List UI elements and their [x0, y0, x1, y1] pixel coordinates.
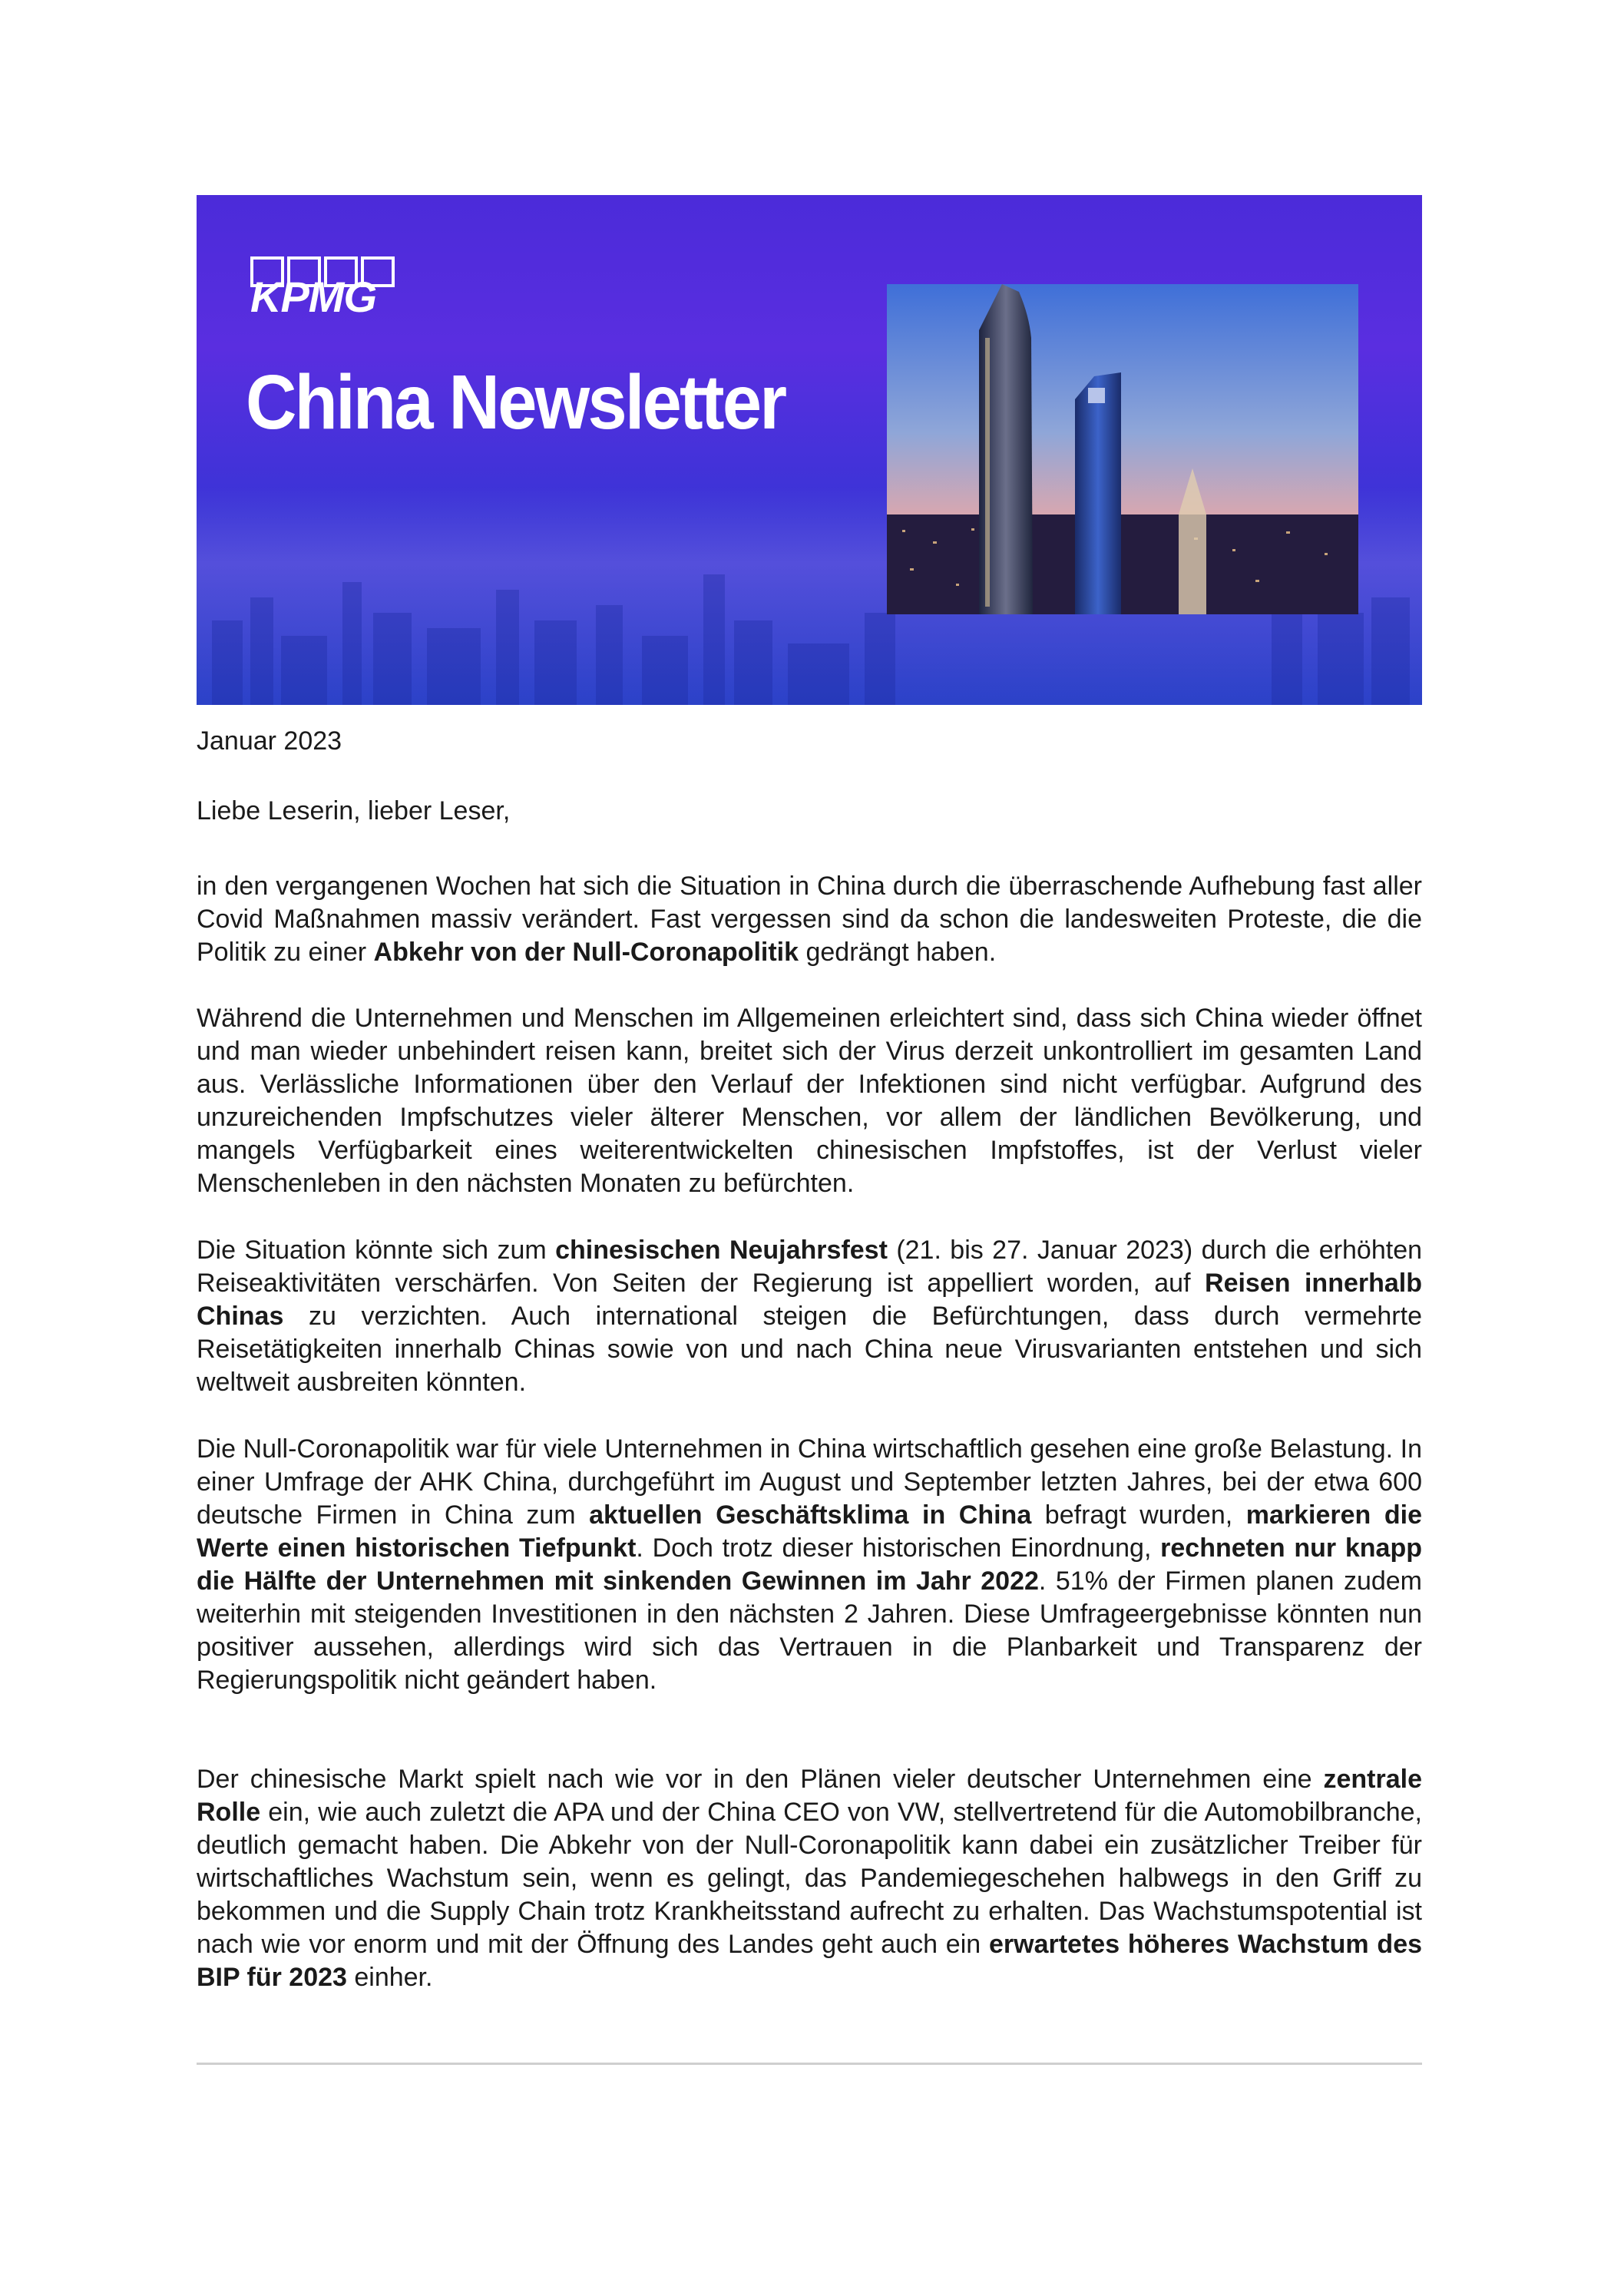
bold-text: Reisen innerhalb Chinas — [197, 1269, 1422, 1331]
bold-text: Abkehr von der Null-Coronapolitik — [373, 938, 799, 967]
bold-text: rechneten nur knapp die Hälfte der Unternehmen mit sinkenden Gewinnen im Jahr 2022 — [197, 1533, 1423, 1596]
newsletter-banner — [197, 195, 1422, 705]
text-run: (21. bis 27. Januar 2023) durch die erhöhten Reiseaktivitäten verschärfen. Von Seiten der Regierung ist appelliert worden, auf — [197, 1236, 1423, 1298]
banner-title: China Newsletter — [246, 359, 786, 445]
divider — [197, 2063, 1422, 2065]
greeting: Liebe Leserin, lieber Leser, — [197, 796, 511, 825]
text-run: . 51% der Firmen planen zudem weiterhin mit steigenden Investitionen in den nächsten 2 Jahren. Diese Umfrageergebnisse könnten nun positiver aussehen, allerdings wird sich das Vertrauen in die Planbarkeit und Transparenz der Regierungspolitik nicht geändert haben. — [197, 1567, 1423, 1695]
text-run: Der chinesische Markt spielt nach wie vor in den Plänen vieler deutscher Unternehmen eine — [197, 1765, 1324, 1794]
bold-text: chinesischen Neujahrsfest — [555, 1236, 888, 1265]
paragraph-1 — [197, 870, 1422, 969]
text-run: Die Null-Coronapolitik war für viele Unternehmen in China wirtschaftlich gesehen eine große Belastung. In einer Umfrage der AHK China, durchgeführt im August und September letzten Jahres, bei der etwa 600 deutsche Firmen in China zum — [197, 1434, 1422, 1530]
text-run: Während die Unternehmen und Menschen im Allgemeinen erleichtert sind, dass sich China wieder öffnet und man wieder unbehindert reisen kann, breitet sich der Virus derzeit unkontrolliert im gesamten Land aus. Verlässliche Informationen über den Verlauf der Infektionen sind nicht verfügbar. Aufgrund des unzureichenden Impfschutzes vieler älterer Menschen, vor allem der ländlichen Bevölkerung, und mangels Verfügbarkeit eines weiterentwickelten chinesischen Impfstoffes, ist der Verlust vieler Menschenleben in den nächsten Monaten zu befürchten. — [197, 1004, 1422, 1198]
newsletter-date: Januar 2023 — [197, 726, 342, 756]
bold-text: erwartetes höheres Wachstum des BIP für 2023 — [197, 1930, 1423, 1992]
paragraph-4 — [197, 1433, 1422, 1697]
text-run: in den vergangenen Wochen hat sich die Situation in China durch die überraschende Aufhebung fast aller Covid Maßnahmen massiv verändert. Fast vergessen sind da schon die landesweiten Proteste, die die Politik zu einer — [197, 872, 1422, 967]
text-run: . Doch trotz dieser historischen Einordnung, — [636, 1533, 1161, 1563]
text-run: Die Situation könnte sich zum — [197, 1236, 556, 1265]
bold-text: markieren die Werte einen historischen Tiefpunkt — [197, 1500, 1422, 1563]
bold-text: aktuellen Geschäftsklima in China — [589, 1500, 1032, 1530]
text-run: befragt wurden, — [1031, 1500, 1246, 1530]
text-run: ein, wie auch zuletzt die APA und der China CEO von VW, stellvertretend für die Automobilbranche, deutlich gemacht haben. Die Abkehr von der Null-Coronapolitik kann dabei ein zusätzlicher Treiber für wirtschaftliches Wachstum sein, wenn es gelingt, das Pandemiegeschehen halbwegs in den Griff zu bekommen und die Supply Chain trotz Krankheitsstand aufrecht zu erhalten. Das Wachstumspotential ist nach wie vor enorm und mit der Öffnung des Landes geht auch ein — [197, 1798, 1422, 1959]
text-run: zu verzichten. Auch international steigen die Befürchtungen, dass durch vermehrte Reisetätigkeiten innerhalb Chinas sowie von und nach China neue Virusvarianten entstehen und sich weltweit ausbreiten könnten. — [197, 1302, 1422, 1397]
shanghai-skyline-photo — [887, 284, 1358, 614]
paragraph-5 — [197, 1763, 1422, 1994]
kpmg-logo: KPMG — [250, 273, 376, 321]
text-run: einher. — [346, 1963, 433, 1992]
paragraph-3 — [197, 1234, 1422, 1399]
paragraph-2 — [197, 1002, 1422, 1200]
text-run: gedrängt haben. — [799, 938, 997, 967]
bold-text: zentrale Rolle — [197, 1765, 1422, 1827]
